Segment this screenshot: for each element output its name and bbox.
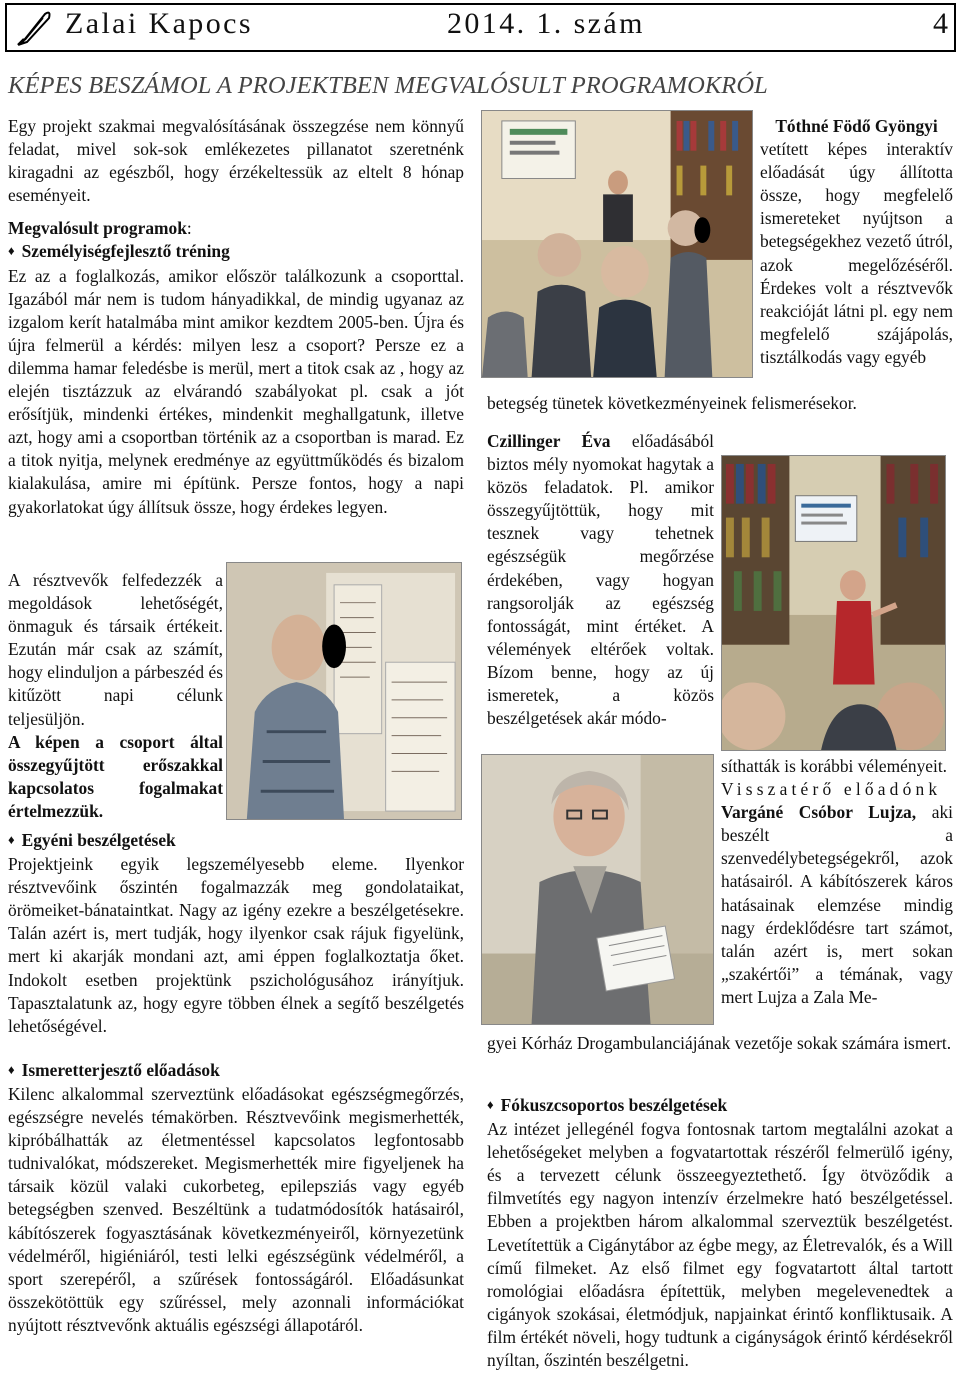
publication-title: Zalai Kapocs (65, 7, 253, 40)
section-heading-training: Személyiségfejlesztő tréning (21, 241, 230, 262)
lectures-paragraph: Kilenc alkalommal szerveztünk előadásokat egészségmegőrzés, egészségre nevelés témakörben. Résztvevőink megismerhették, kipróbálhatták az életmentéssel kapcsolatos legfontosabb tudnivalókat, módszereket. Megismerhették mire figyeljenek ha társaik közül valaki cukorbeteg, epilepsziás vagy egyéb betegségben szenved. Beszéltünk a tudatmódosítók hatásairól, kábítószerek fogyasztásának következményeiről, környezetünk védelméről, higiéniáról, testi lelki egészségünk védelméről, a sport szerepéről, a szűrések fontosságáról. Előadásunkat összekötöttük egy szűréssel, mely azonnali információkat nyújtott résztvevőnk aktuális egészségi állapotáról. (8, 1083, 464, 1335)
training-paragraph: Ez az a foglalkozás, amikor először találkozunk a csoporttal. Igazából már nem is tudom hányadikkal, de mindig ugyanaz az izgalom kerít hatalmába mint amikor kezdtem 2005-ben. Újra és újra felmerül a kérdés: milyen lesz a csoport? Persze ez a dilemma hamar feledésbe is merül, mert a titok csak az , hogy az elején tisztázzuk az elvárandó szabályokat pl. csak a jót erősítjük, mindenki értékes, mindenkit meghallgatunk, illetve azt, hogy ami a csoportban történik az a csoportban is marad. Ez a titok nyitja, melynek eredménye az együttműködés és bizalom kialakulása, amire mi építünk. Persze fontos, hogy a napi gyakorlatokat úgy állítsuk össze, hogy érdekes legyen. (8, 265, 464, 517)
section-heading-focus: Fókuszcsoportos beszélgetések (500, 1095, 728, 1115)
section-heading-lectures: Ismeretterjesztő előadások (21, 1059, 220, 1080)
programs-label: Megvalósult programok (8, 218, 187, 239)
photo-presenter (721, 455, 946, 751)
speaker2-text-tail: síthatták is korábbi véleményeit. (721, 756, 948, 776)
quill-pen-icon (15, 10, 55, 46)
diamond-bullet-icon: ♦ (8, 832, 15, 847)
page-number: 4 (933, 7, 948, 40)
diamond-bullet-icon: ♦ (8, 1061, 15, 1077)
diamond-bullet-icon: ♦ (487, 1097, 494, 1112)
photo-lecture-image (482, 111, 752, 377)
photo-poster-image (227, 563, 461, 819)
article-title: KÉPES BESZÁMOL A PROJEKTBEN MEGVALÓSULT PROGRAMOKRÓL (8, 72, 768, 99)
speaker3-label: Visszatérő előadónk (721, 779, 942, 800)
training-photo-caption: A képen a csoport által összegyűjtött erőszakkal kapcsolatos fogalmakat értelmezzük. (8, 731, 223, 821)
left-column-bottom (8, 829, 464, 1337)
photo-speaker-image (482, 755, 713, 1024)
section-heading-individual: Egyéni beszélgetések (21, 830, 176, 850)
diamond-bullet-icon: ♦ (8, 243, 15, 259)
individual-paragraph: Projektjeink egyik legszemélyesebb eleme. Ilyenkor résztvevőink őszintén fogalmazzák meg gondolataikat, örömeiket-bánataintkat. Nagy az igény ezekre a beszélgetésekre. Talán azért is, mert tudják, hogy ilyenkor csak rájuk figyelünk, mert ki akarják mondani azt, ami éppen foglalkoztatja őket. Indokolt esetben projektünk pszichológusához irányítjuk. Tapasztalatunk az, hogy egyre többen élnek a segítő beszélgetés lehetőségével. (8, 854, 464, 1036)
left-column-top (8, 115, 464, 519)
left-narrow-column (8, 569, 223, 823)
speaker3-tail (487, 1032, 953, 1055)
programs-colon: : (186, 218, 192, 239)
issue-number: 2014. 1. szám (447, 7, 645, 40)
speaker1-tail (487, 392, 953, 415)
speaker1-text-tail: betegség tünetek következményeinek felismerésekor. (487, 393, 857, 413)
speaker3-text: aki beszélt a szenvedélybetegségekről, azok hatásairól. A kábítószerek káros hatásainak elemzése mindig nagy érdeklődésre tart számot, talán azért is, mert sokan „szakértői” a témának, vagy mert Lujza a Zala Me- (721, 802, 953, 1007)
speaker3-column (721, 755, 953, 1009)
intro-paragraph: Egy projekt szakmai megvalósításának összegzése nem könnyű feladat, mivel sok-sok emlékezetes pillanatot szeretnénk kiragadni az egészből, hogy érzékeltessük az eltelt 8 hónap eseményeit. (8, 116, 464, 206)
training-paragraph-cont: A résztvevők felfedezzék a megoldások lehetőségét, önmaguk és társaik értékeit. Ezután már csak az számít, hogy elinduljon a párbeszéd és kitűzött napi célunk teljesüljön. (8, 570, 223, 729)
focus-group-section (487, 1094, 953, 1372)
speaker2-column (487, 430, 714, 730)
photo-lecture-audience (481, 110, 753, 378)
photo-poster-group (226, 562, 462, 820)
speaker2-name: Czillinger Éva (487, 431, 611, 451)
photo-presenter-image (722, 456, 945, 750)
speaker3-name: Vargáné Csóbor Lujza, (721, 802, 917, 823)
speaker1-text: vetített képes interaktív előadását úgy állította össze, hogy megfelelő ismereteket nyújtson a betegségekhez vezető útról, azok megelőzéséről. Érdekes volt a résztvevők reakcióját látni pl. egy nem megfelelő szájápolás, tisztálkodás vagy egyéb (760, 139, 953, 367)
speaker2-text: előadásából biztos mély nyomokat hagytak a közös feladatok. Pl. amikor összegyűjtöttük, hogy mit tesznek vagy tehetnek egészségük megőrzése érdekében, vagy hogyan rangsorolják az egészség fontosságát, mint értéket. A vélemények eltérőek voltak. Bízom benne, hogy az új ismeretek, a közös beszélgetések akár módo- (487, 431, 714, 729)
focus-paragraph: Az intézet jellegénél fogva fontosnak tartom megtalálni azokat a lehetőségeket melyben a fogvatartottak részéről felmerülő igény, és a tervezett célunk összeegyeztethető. Így ötvöződik a filmvetítés egy nagyon intenzív érzelmekre ható beszélgetéssel. Ebben a projektben három alkalommal szerveztük beszélgetést. Levetítettük a Cigánytábor az égbe megy, az Életrevalók, és a Will című filmeket. Az első filmet egy fogvatartott által tartott romológiai előadásra építettük, melyben megelevenedtek a cigányok szokásai, életmódjuk, napjainkat érintő konfliktusaik. A film értékét növeli, hogy tudtunk a cigányságok érintő kérdésekről nyíltan, őszintén beszélgetni. (487, 1119, 953, 1371)
speaker3-text-tail: gyei Kórház Drogambulanciájának vezetője sokak számára ismert. (487, 1033, 952, 1053)
photo-speaker-reading (481, 754, 714, 1025)
speaker1-name: Tóthné Födő Gyöngyi (775, 116, 938, 136)
page-header (5, 3, 956, 52)
speaker1-column (760, 115, 953, 369)
